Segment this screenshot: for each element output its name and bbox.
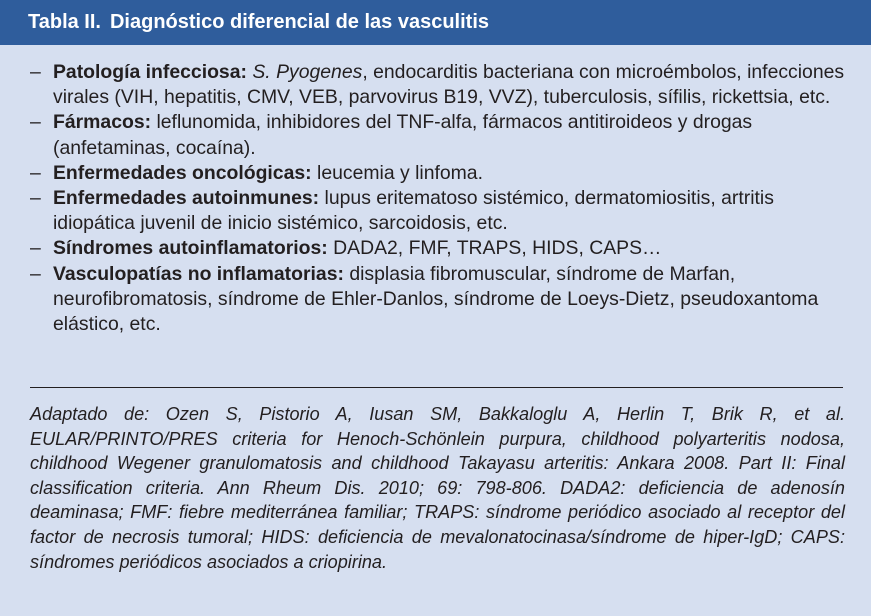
item-text: DADA2, FMF, TRAPS, HIDS, CAPS…	[333, 237, 662, 260]
list-item-infectious	[30, 60, 860, 110]
table-label: Tabla II.	[28, 11, 101, 33]
item-term: Síndromes autoinflamatorios:	[53, 237, 328, 260]
list-dash: –	[30, 61, 41, 83]
source-footnote: Adaptado de: Ozen S, Pistorio A, Iusan SM, Bakkaloglu A, Herlin T, Brik R, et al. EULAR/PRINTO/PRES criteria for Henoch-Schönlein purpura, childhood polyarteritis nodosa, childhood Wegener granulomatosis and childhood Takayasu arteritis: Ankara 2008. Part II: Final classification criteria. Ann Rheum Dis. 2010; 69: 798-806. DADA2: deficiencia de adenosín deaminasa; FMF: fiebre mediterránea familiar; TRAPS: síndrome periódico asociado al receptor del factor de necrosis tumoral; HIDS: deficiencia de mevalonatocinasa/síndrome de hiper-IgD; CAPS: síndromes periódicos asociados a criopirina.	[30, 404, 845, 572]
item-text: leucemia y linfoma.	[317, 161, 483, 184]
list-item-noninflammatory	[30, 262, 860, 338]
table-header	[0, 0, 871, 45]
table-title: Diagnóstico diferencial de las vasculitis	[109, 11, 490, 33]
item-text: , endocarditis bacteriana con microémbolos, infecciones virales (VIH, hepatitis, CMV, VEB, parvovirus B19, VVZ), tuberculosis, sífilis, rickettsia, etc.	[53, 61, 845, 109]
list-dash: –	[30, 111, 41, 134]
list-dash: –	[30, 237, 41, 260]
list-item-autoinflammatory	[30, 236, 860, 261]
list-dash: –	[30, 262, 41, 285]
item-term: Enfermedades oncológicas:	[53, 161, 312, 184]
list-dash: –	[30, 161, 41, 184]
item-text: lupus eritematoso sistémico, dermatomiositis, artritis idiopática juvenil de inicio sistémico, sarcoidosis, etc.	[53, 187, 774, 235]
item-term: Patología infecciosa:	[53, 61, 247, 83]
list-item-oncologic	[30, 161, 860, 186]
list-item-autoimmune	[30, 186, 860, 236]
diagnosis-list	[30, 60, 860, 337]
item-term: Vasculopatías no inflamatorias:	[53, 262, 344, 285]
item-text: displasia fibromuscular, síndrome de Marfan, neurofibromatosis, síndrome de Ehler-Danlos, síndrome de Loeys-Dietz, pseudoxantoma elástico, etc.	[53, 262, 819, 336]
item-text: leflunomida, inhibidores del TNF-alfa, fármacos antitiroideos y drogas (anfetaminas, cocaína).	[53, 111, 753, 159]
item-term: Enfermedades autoinmunes:	[53, 187, 320, 210]
item-italic-term: S. Pyogenes	[252, 61, 363, 83]
item-term: Fármacos:	[53, 111, 152, 134]
separator-rule	[30, 387, 843, 388]
list-dash: –	[30, 187, 41, 210]
list-item-drugs	[30, 110, 860, 160]
